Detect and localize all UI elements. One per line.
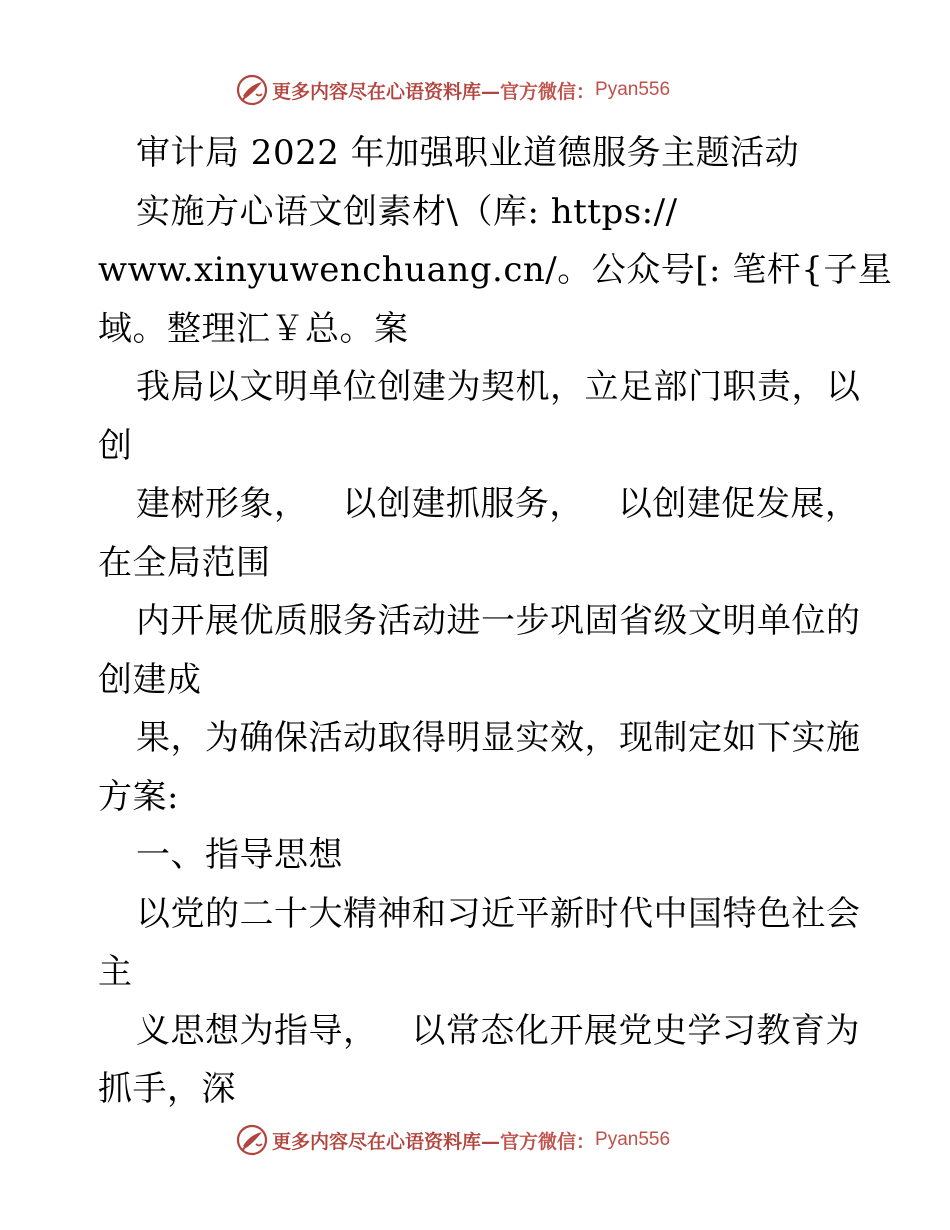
banner-wechat-label: 官方微信：	[500, 80, 596, 103]
header-banner	[236, 72, 716, 108]
text-line: 一、指导思想	[136, 835, 343, 875]
text-line: 审计局 2022 年加强职业道德服务主题活动	[136, 133, 800, 173]
text-line: 内开展优质服务活动进一步巩固省级文明单位的	[136, 601, 861, 641]
text-line: 果，为确保活动取得明显实效，现制定如下实施	[136, 718, 861, 758]
banner-wechat-label: 官方微信：	[500, 1130, 596, 1153]
text-line: 实施方心语文创素材\（库: https://	[136, 191, 678, 232]
pen-nib-logo-icon	[236, 74, 268, 106]
document-body	[98, 124, 893, 1119]
text-line: 主	[98, 952, 133, 992]
text-line: 创建成	[98, 659, 202, 700]
text-line: 建树形象， 以创建抓服务， 以创建促发展，	[136, 484, 860, 524]
banner-wechat-id: Pyan556	[595, 79, 671, 100]
text-line: 方案:	[98, 776, 179, 817]
footer-banner	[236, 1122, 716, 1158]
banner-wechat-id: Pyan556	[595, 1129, 671, 1150]
banner-text: 更多内容尽在心语资料库—	[272, 80, 501, 103]
text-line: 在全局范围	[98, 542, 271, 583]
text-line: 抓手，深	[98, 1069, 236, 1109]
text-line: 创	[98, 425, 133, 466]
text-line: 域。整理汇￥总。案	[98, 308, 409, 349]
text-line: 我局以文明单位创建为契机，立足部门职责，以	[136, 367, 861, 407]
text-line: www.xinyuwenchuang.cn/。公众号[: 笔杆{子星	[98, 250, 893, 290]
text-line: 以党的二十大精神和习近平新时代中国特色社会	[136, 893, 861, 934]
text-line: 义思想为指导， 以常态化开展党史学习教育为	[136, 1010, 860, 1051]
pen-nib-logo-icon	[236, 1124, 268, 1156]
banner-text: 更多内容尽在心语资料库—	[272, 1130, 501, 1153]
